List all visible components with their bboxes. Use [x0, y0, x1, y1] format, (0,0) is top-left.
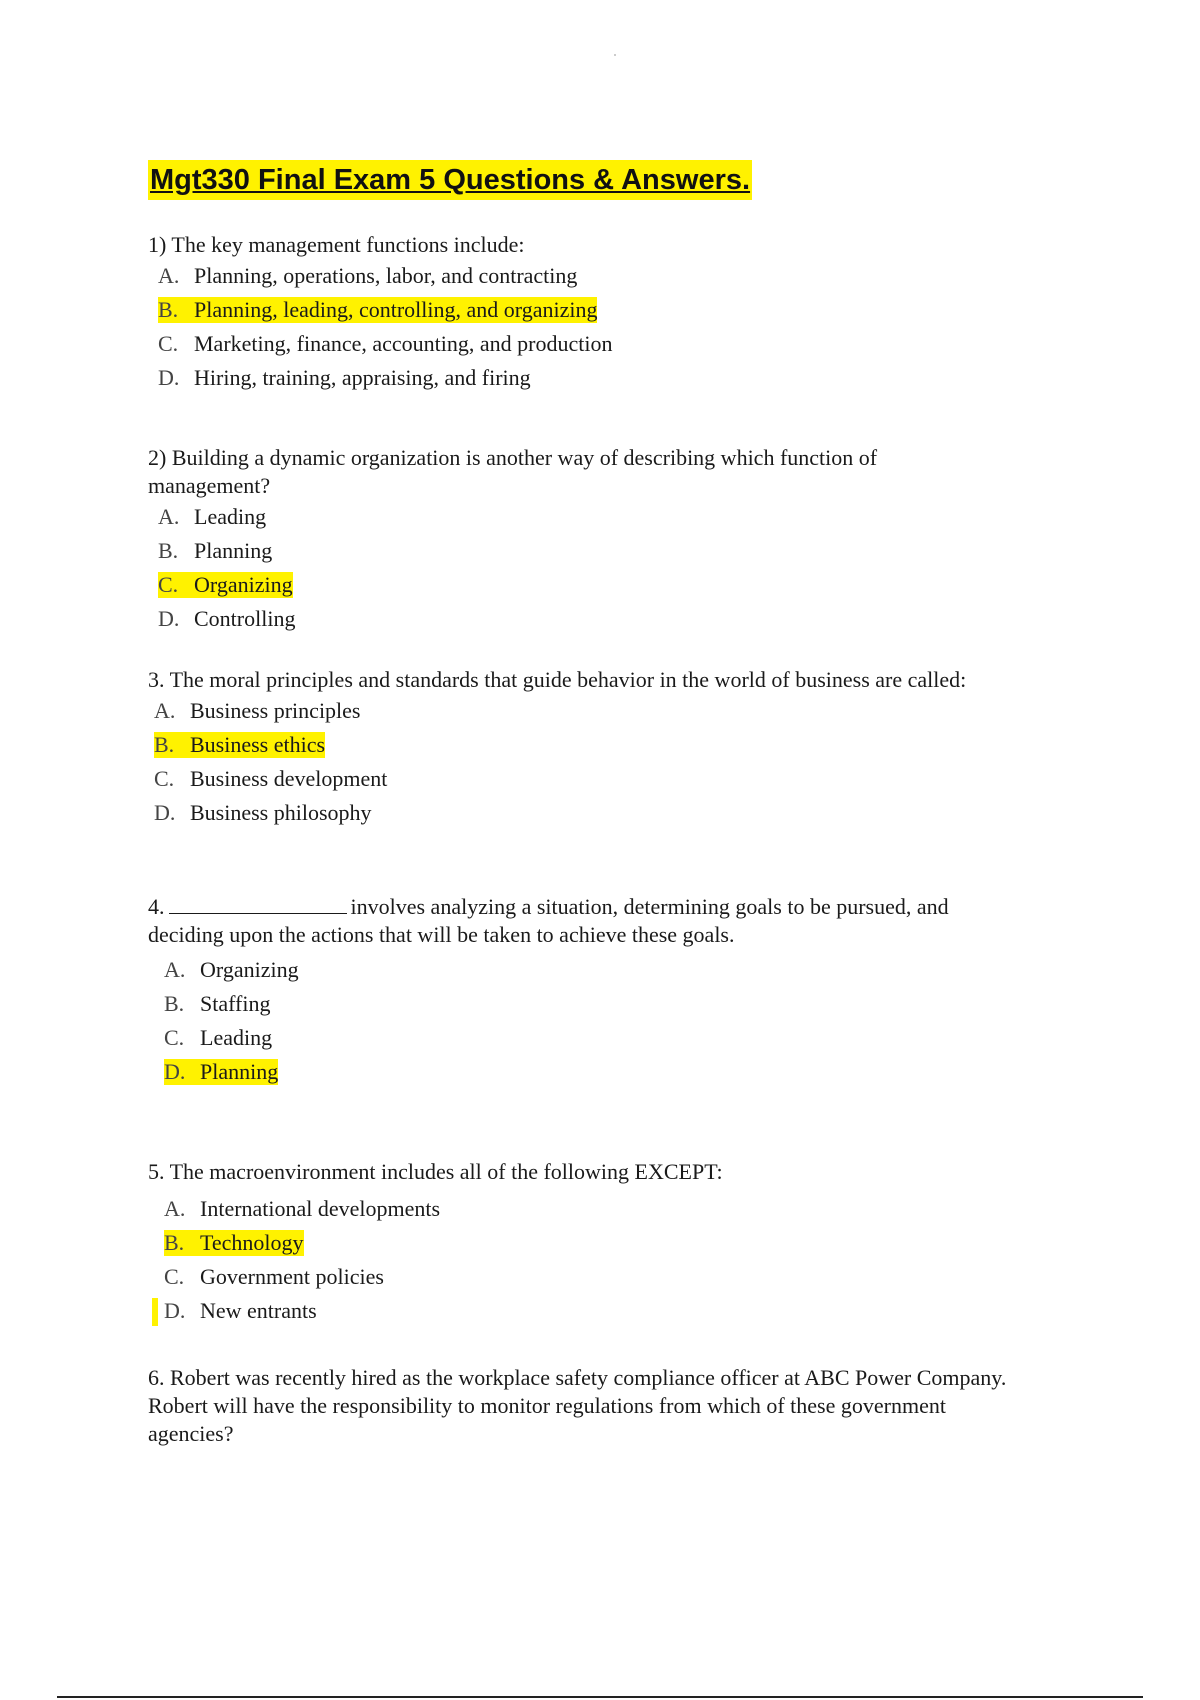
option-d: D. Hiring, training, appraising, and firing: [158, 365, 531, 390]
page-speck: [614, 54, 616, 56]
option-d: D. New entrants: [164, 1298, 317, 1323]
option-a: A. International developments: [164, 1196, 441, 1221]
option-a: A. Leading: [158, 504, 267, 529]
question-3: [148, 666, 1108, 830]
option-a: A. Business principles: [154, 698, 361, 723]
question-stem: 3. The moral principles and standards that guide behavior in the world of business are called:: [148, 667, 967, 692]
option-b: B. Planning: [158, 538, 273, 563]
page-bottom-rule: [57, 1696, 1143, 1698]
question-5: [148, 1158, 1048, 1328]
question-text: involves analyzing a situation, determining goals to be pursued, and deciding upon the actions that will be taken to achieve these goals.: [148, 894, 949, 947]
question-stem: 6. Robert was recently hired as the workplace safety compliance officer at ABC Power Company. Robert will have the responsibility to monitor regulations from which of these government agencies?: [148, 1365, 1007, 1446]
question-2: [148, 444, 968, 636]
question-number: 4.: [148, 894, 165, 919]
option-b-correct: B. Planning, leading, controlling, and organizing: [158, 297, 598, 322]
option-d: D. Controlling: [158, 606, 296, 631]
page-title: Mgt330 Final Exam 5 Questions & Answers.: [148, 160, 752, 200]
question-6: [148, 1364, 1028, 1448]
option-a: A. Planning, operations, labor, and contracting: [158, 263, 578, 288]
option-b-correct: B. Business ethics: [154, 732, 326, 757]
highlight-mark: [152, 1298, 158, 1326]
option-d-correct: D. Planning: [164, 1059, 279, 1084]
option-a: A. Organizing: [164, 957, 299, 982]
option-b: B. Staffing: [164, 991, 271, 1016]
fill-in-blank: [169, 893, 347, 914]
option-c: C. Marketing, finance, accounting, and production: [158, 331, 613, 356]
question-stem: [148, 893, 1028, 949]
option-c: C. Leading: [164, 1025, 273, 1050]
option-c: C. Government policies: [164, 1264, 384, 1289]
question-1: [148, 231, 1048, 395]
question-4: [148, 893, 1028, 1089]
option-c: C. Business development: [154, 766, 388, 791]
question-stem: 5. The macroenvironment includes all of the following EXCEPT:: [148, 1159, 723, 1184]
option-d: D. Business philosophy: [154, 800, 372, 825]
question-stem: 1) The key management functions include:: [148, 232, 525, 257]
option-b-correct: B. Technology: [164, 1230, 304, 1255]
option-c-correct: C. Organizing: [158, 572, 293, 597]
question-stem: 2) Building a dynamic organization is another way of describing which function of management?: [148, 445, 878, 498]
